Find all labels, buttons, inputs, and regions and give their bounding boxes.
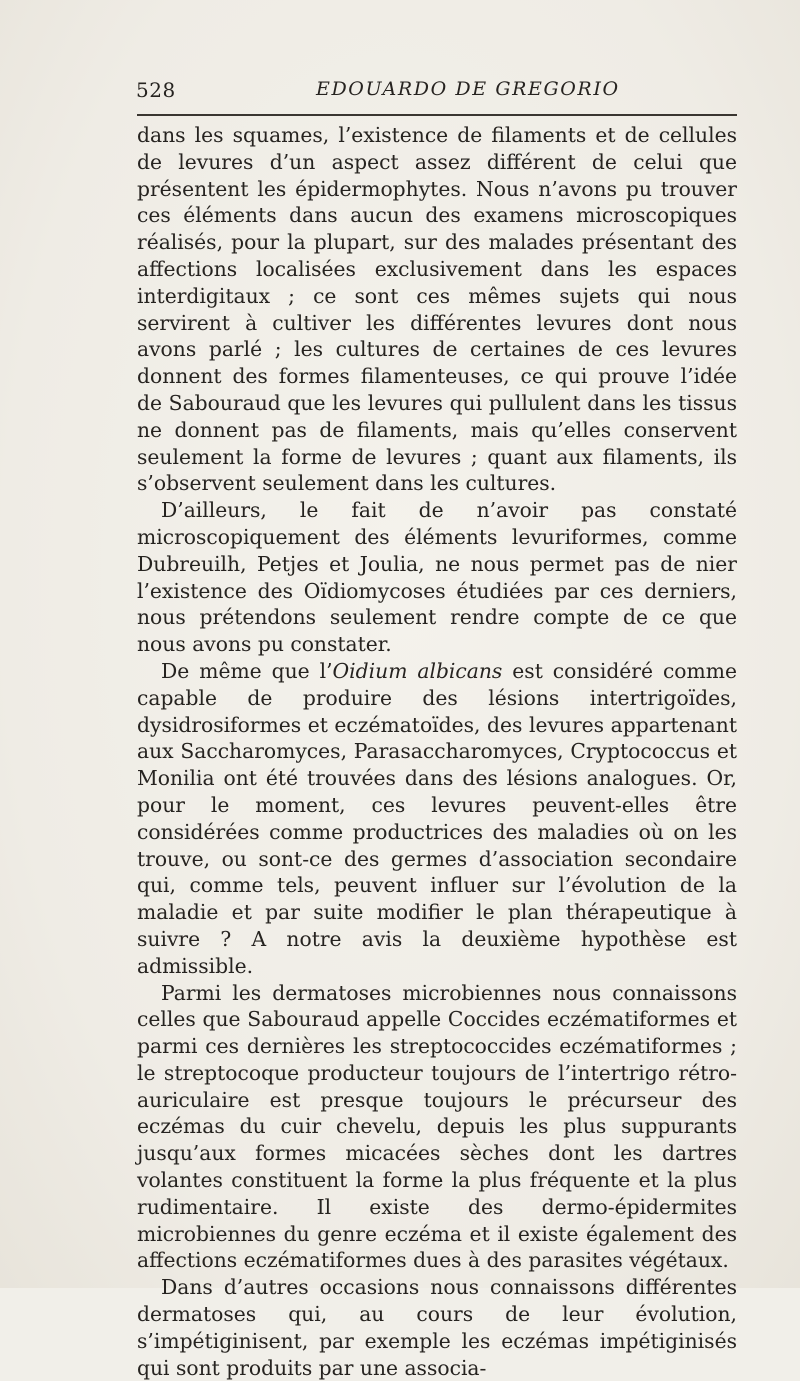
header-rule [137, 114, 737, 116]
paragraph-5: Dans d’autres occasions nous connaissons différentes dermatoses qui, au cours de leur évolution, s’impétiginisent, par exemple les eczémas impétiginisés qui sont produits par une associa- [137, 1275, 737, 1380]
running-title: EDOUARDO DE GREGORIO [316, 78, 620, 100]
paragraph-3 [137, 658, 737, 980]
paragraph-4: Parmi les dermatoses microbiennes nous connaissons celles que Sabouraud appelle Coccides eczématiformes et parmi ces dernières les streptococcides eczématiformes ; le streptocoque producteur toujours de l’intertrigo rétro-auriculaire est presque toujours le précurseur des eczémas du cuir chevelu, depuis les plus suppurants jusqu’aux formes micacées sèches dont les dartres volantes constituent la forme la plus fréquente et la plus rudimentaire. Il existe des dermo-épidermites microbiennes du genre eczéma et il existe également des affections eczématiformes dues à des parasites végétaux. [137, 980, 737, 1273]
body-text [137, 122, 737, 1381]
paragraph-3-start: De même que l’ [161, 658, 333, 683]
species-name-italic: Oidium albicans [332, 658, 503, 683]
paragraph-3-rest: est considéré comme capable de produire des lésions intertrigoïdes, dysidrosiformes et eczématoïdes, des levures appartenant aux Saccharomyces, Parasaccharomyces, Cryptococcus et Monilia ont été trouvées dans des lésions analogues. Or, pour le moment, ces levures peuvent-elles être considérées comme productrices des maladies où on les trouve, ou sont-ce des germes d’association secondaire qui, comme tels, peuvent influer sur l’évolution de la maladie et par suite modifier le plan thérapeutique à suivre ? A notre avis la deuxième hypothèse est admissible. [137, 658, 737, 978]
page-header [136, 78, 737, 108]
page-number: 528 [136, 78, 176, 102]
paragraph-2: D’ailleurs, le fait de n’avoir pas constaté microscopiquement des éléments levuriformes, comme Dubreuilh, Petjes et Joulia, ne nous permet pas de nier l’existence des Oïdiomycoses étudiées par ces derniers, nous prétendons seulement rendre compte de ce que nous avons pu constater. [137, 498, 737, 657]
paragraph-1: dans les squames, l’existence de filaments et de cellules de levures d’un aspect assez différent de celui que présentent les épidermophytes. Nous n’avons pu trouver ces éléments dans aucun des examens microscopiques réalisés, pour la plupart, sur des malades présentant des affections localisées exclusivement dans les espaces interdigitaux ; ce sont ces mêmes sujets qui nous servirent à cultiver les différentes levures dont nous avons parlé ; les cultures de certaines de ces levures donnent des formes filamenteuses, ce qui prouve l’idée de Sabouraud que les levures qui pullulent dans les tissus ne donnent pas de filaments, mais qu’elles conservent seulement la forme de levures ; quant aux filaments, ils s’observent seulement dans les cultures. [137, 123, 737, 496]
